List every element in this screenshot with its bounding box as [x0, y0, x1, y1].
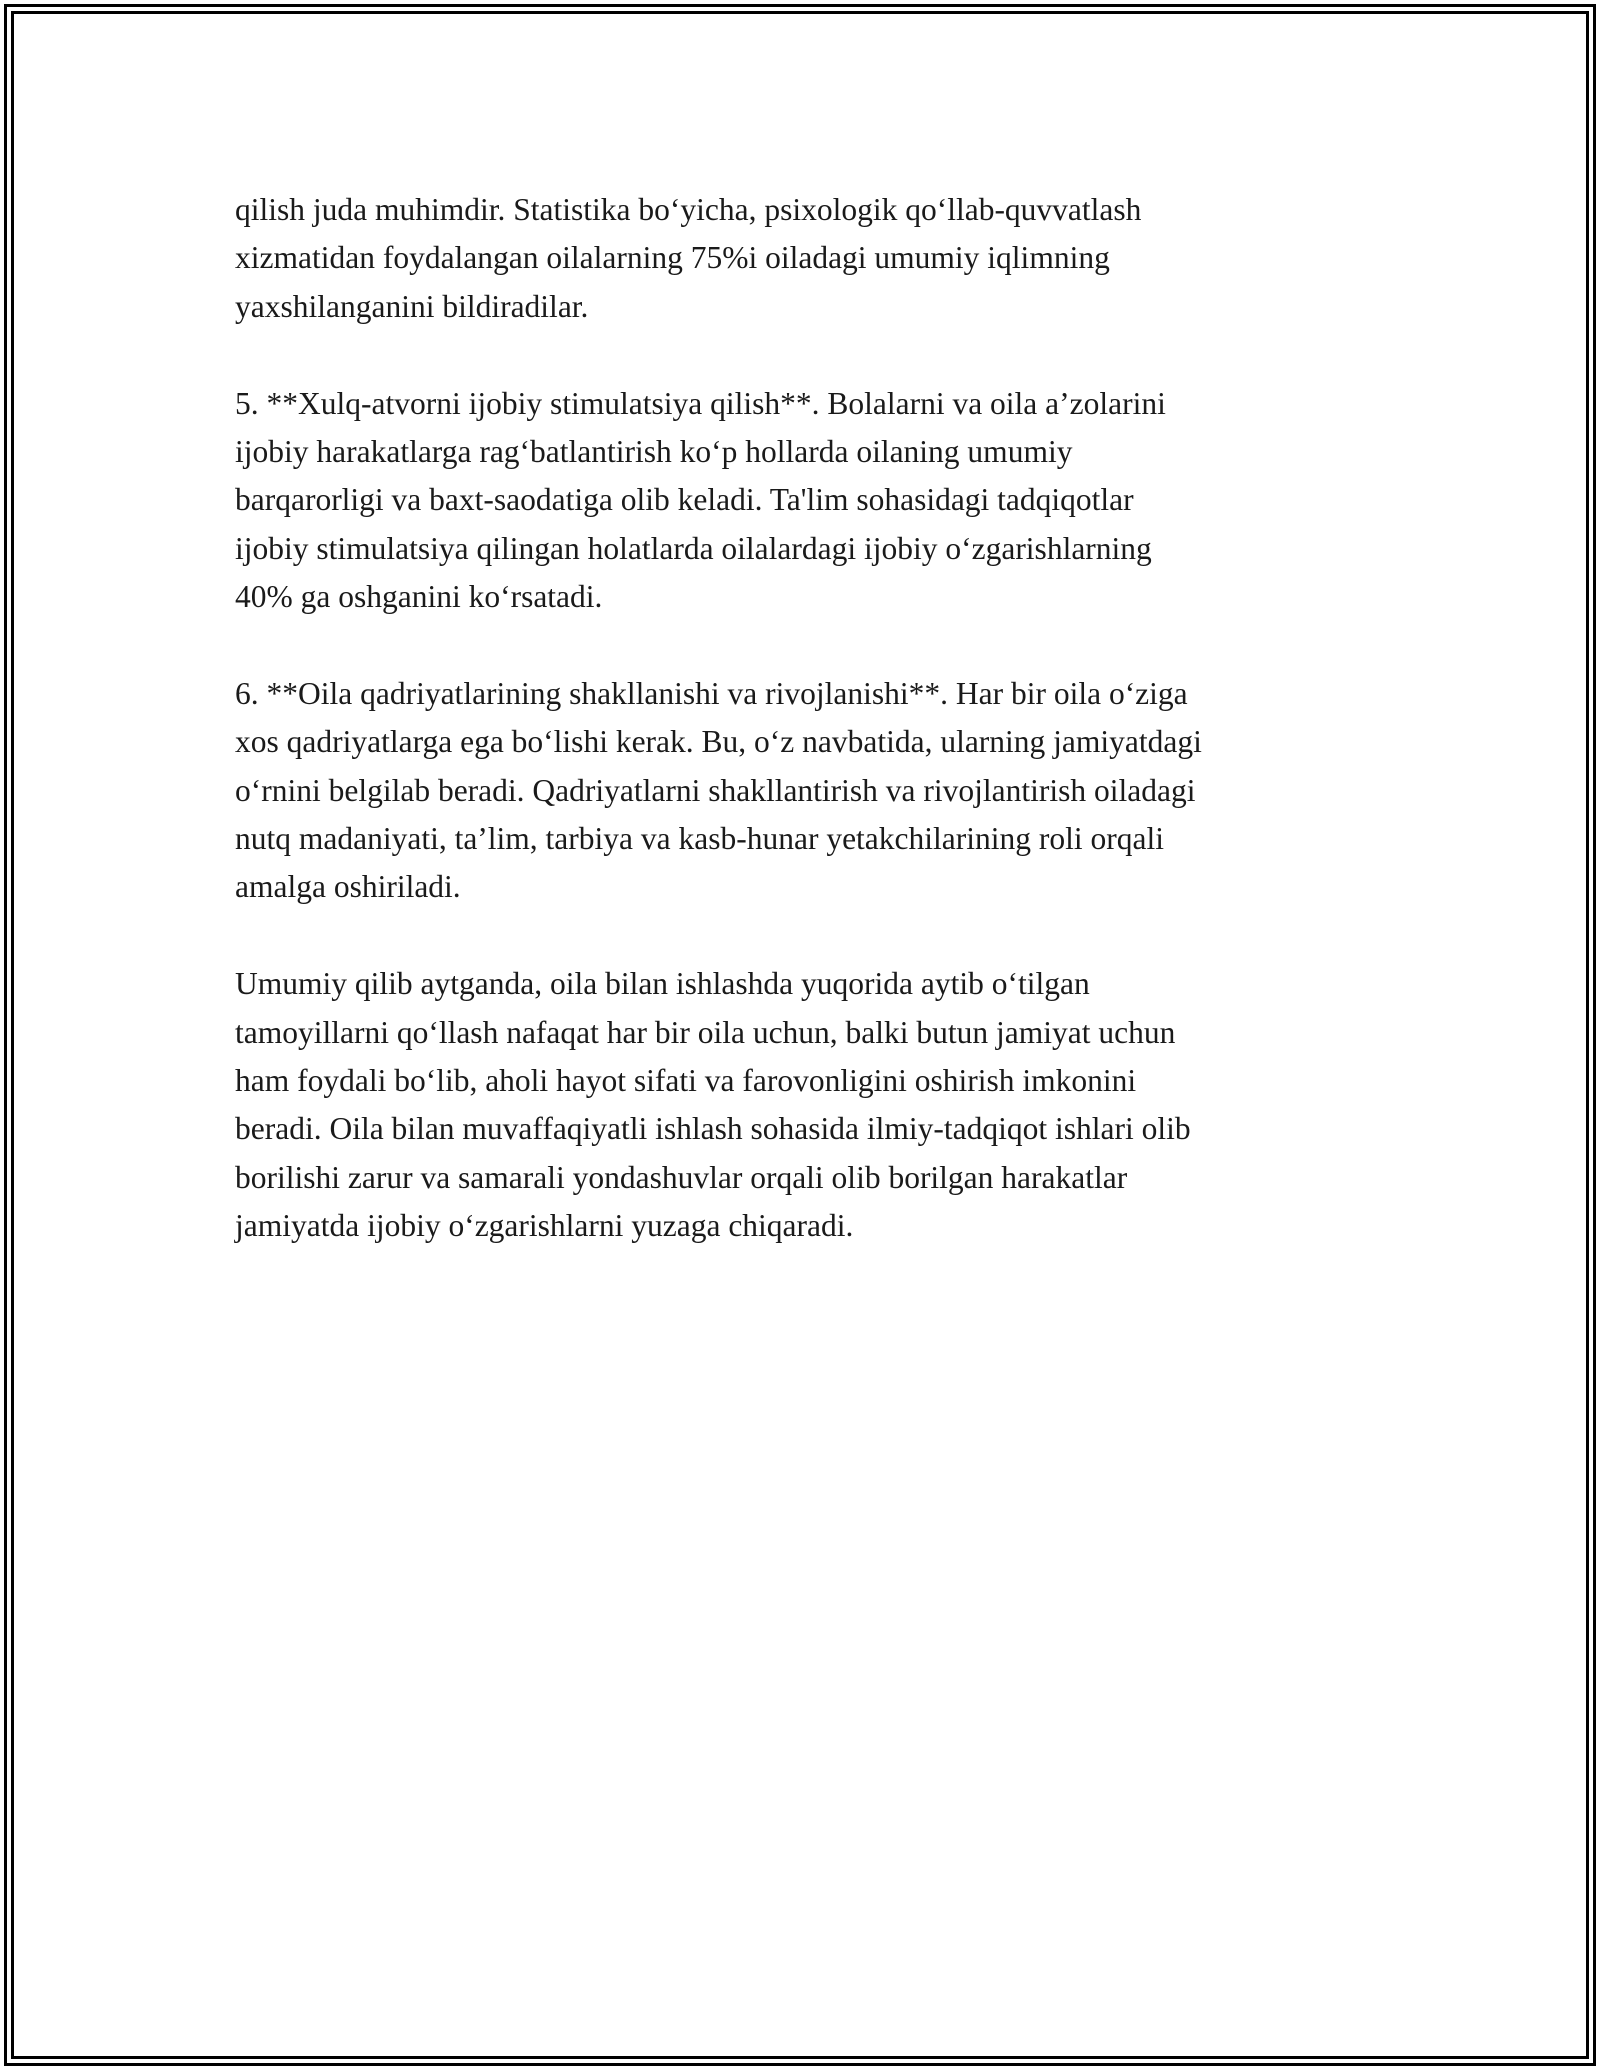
text-line: nutq madaniyati, ta’lim, tarbiya va kasb-hunar yetakchilarining roli orqali: [235, 821, 1164, 857]
document-body: [235, 186, 1380, 1299]
text-line: yaxshilanganini bildiradilar.: [235, 288, 589, 324]
text-line: borilishi zarur va samarali yondashuvlar orqali olib borilgan harakatlar: [235, 1159, 1128, 1195]
text-line: barqarorligi va baxt-saodatiga olib keladi. Ta'lim sohasidagi tadqiqotlar: [235, 482, 1134, 518]
text-line: ijobiy harakatlarga rag‘batlantirish ko‘p hollarda oilaning umumiy: [235, 433, 1073, 469]
text-line: xos qadriyatlarga ega bo‘lishi kerak. Bu, o‘z navbatida, ularning jamiyatdagi: [235, 724, 1202, 760]
text-line: jamiyatda ijobiy o‘zgarishlarni yuzaga chiqaradi.: [235, 1208, 854, 1244]
text-line: 5. **Xulq-atvorni ijobiy stimulatsiya qilish**. Bolalarni va oila a’zolarini: [235, 385, 1166, 421]
text-line: tamoyillarni qo‘llash nafaqat har bir oila uchun, balki butun jamiyat uchun: [235, 1014, 1176, 1050]
paragraph-item-6: [235, 670, 1380, 912]
text-line: ijobiy stimulatsiya qilingan holatlarda oilalardagi ijobiy o‘zgarishlarning: [235, 530, 1152, 566]
paragraph-conclusion: [235, 960, 1380, 1250]
text-line: o‘rnini belgilab beradi. Qadriyatlarni shakllantirish va rivojlantirish oiladagi: [235, 772, 1196, 808]
paragraph-psychological-support: [235, 186, 1380, 331]
paragraph-item-5: [235, 380, 1380, 622]
text-line: amalga oshiriladi.: [235, 869, 461, 905]
text-line: xizmatidan foydalangan oilalarning 75%i oiladagi umumiy iqlimning: [235, 240, 1110, 276]
text-line: Umumiy qilib aytganda, oila bilan ishlashda yuqorida aytib o‘tilgan: [235, 966, 1090, 1002]
text-line: 6. **Oila qadriyatlarining shakllanishi va rivojlanishi**. Har bir oila o‘ziga: [235, 675, 1188, 711]
text-line: beradi. Oila bilan muvaffaqiyatli ishlash sohasida ilmiy-tadqiqot ishlari olib: [235, 1111, 1191, 1147]
text-line: ham foydali bo‘lib, aholi hayot sifati va farovonligini oshirish imkonini: [235, 1063, 1137, 1099]
text-line: qilish juda muhimdir. Statistika bo‘yicha, psixologik qo‘llab-quvvatlash: [235, 192, 1142, 227]
text-line: 40% ga oshganini ko‘rsatadi.: [235, 579, 603, 615]
